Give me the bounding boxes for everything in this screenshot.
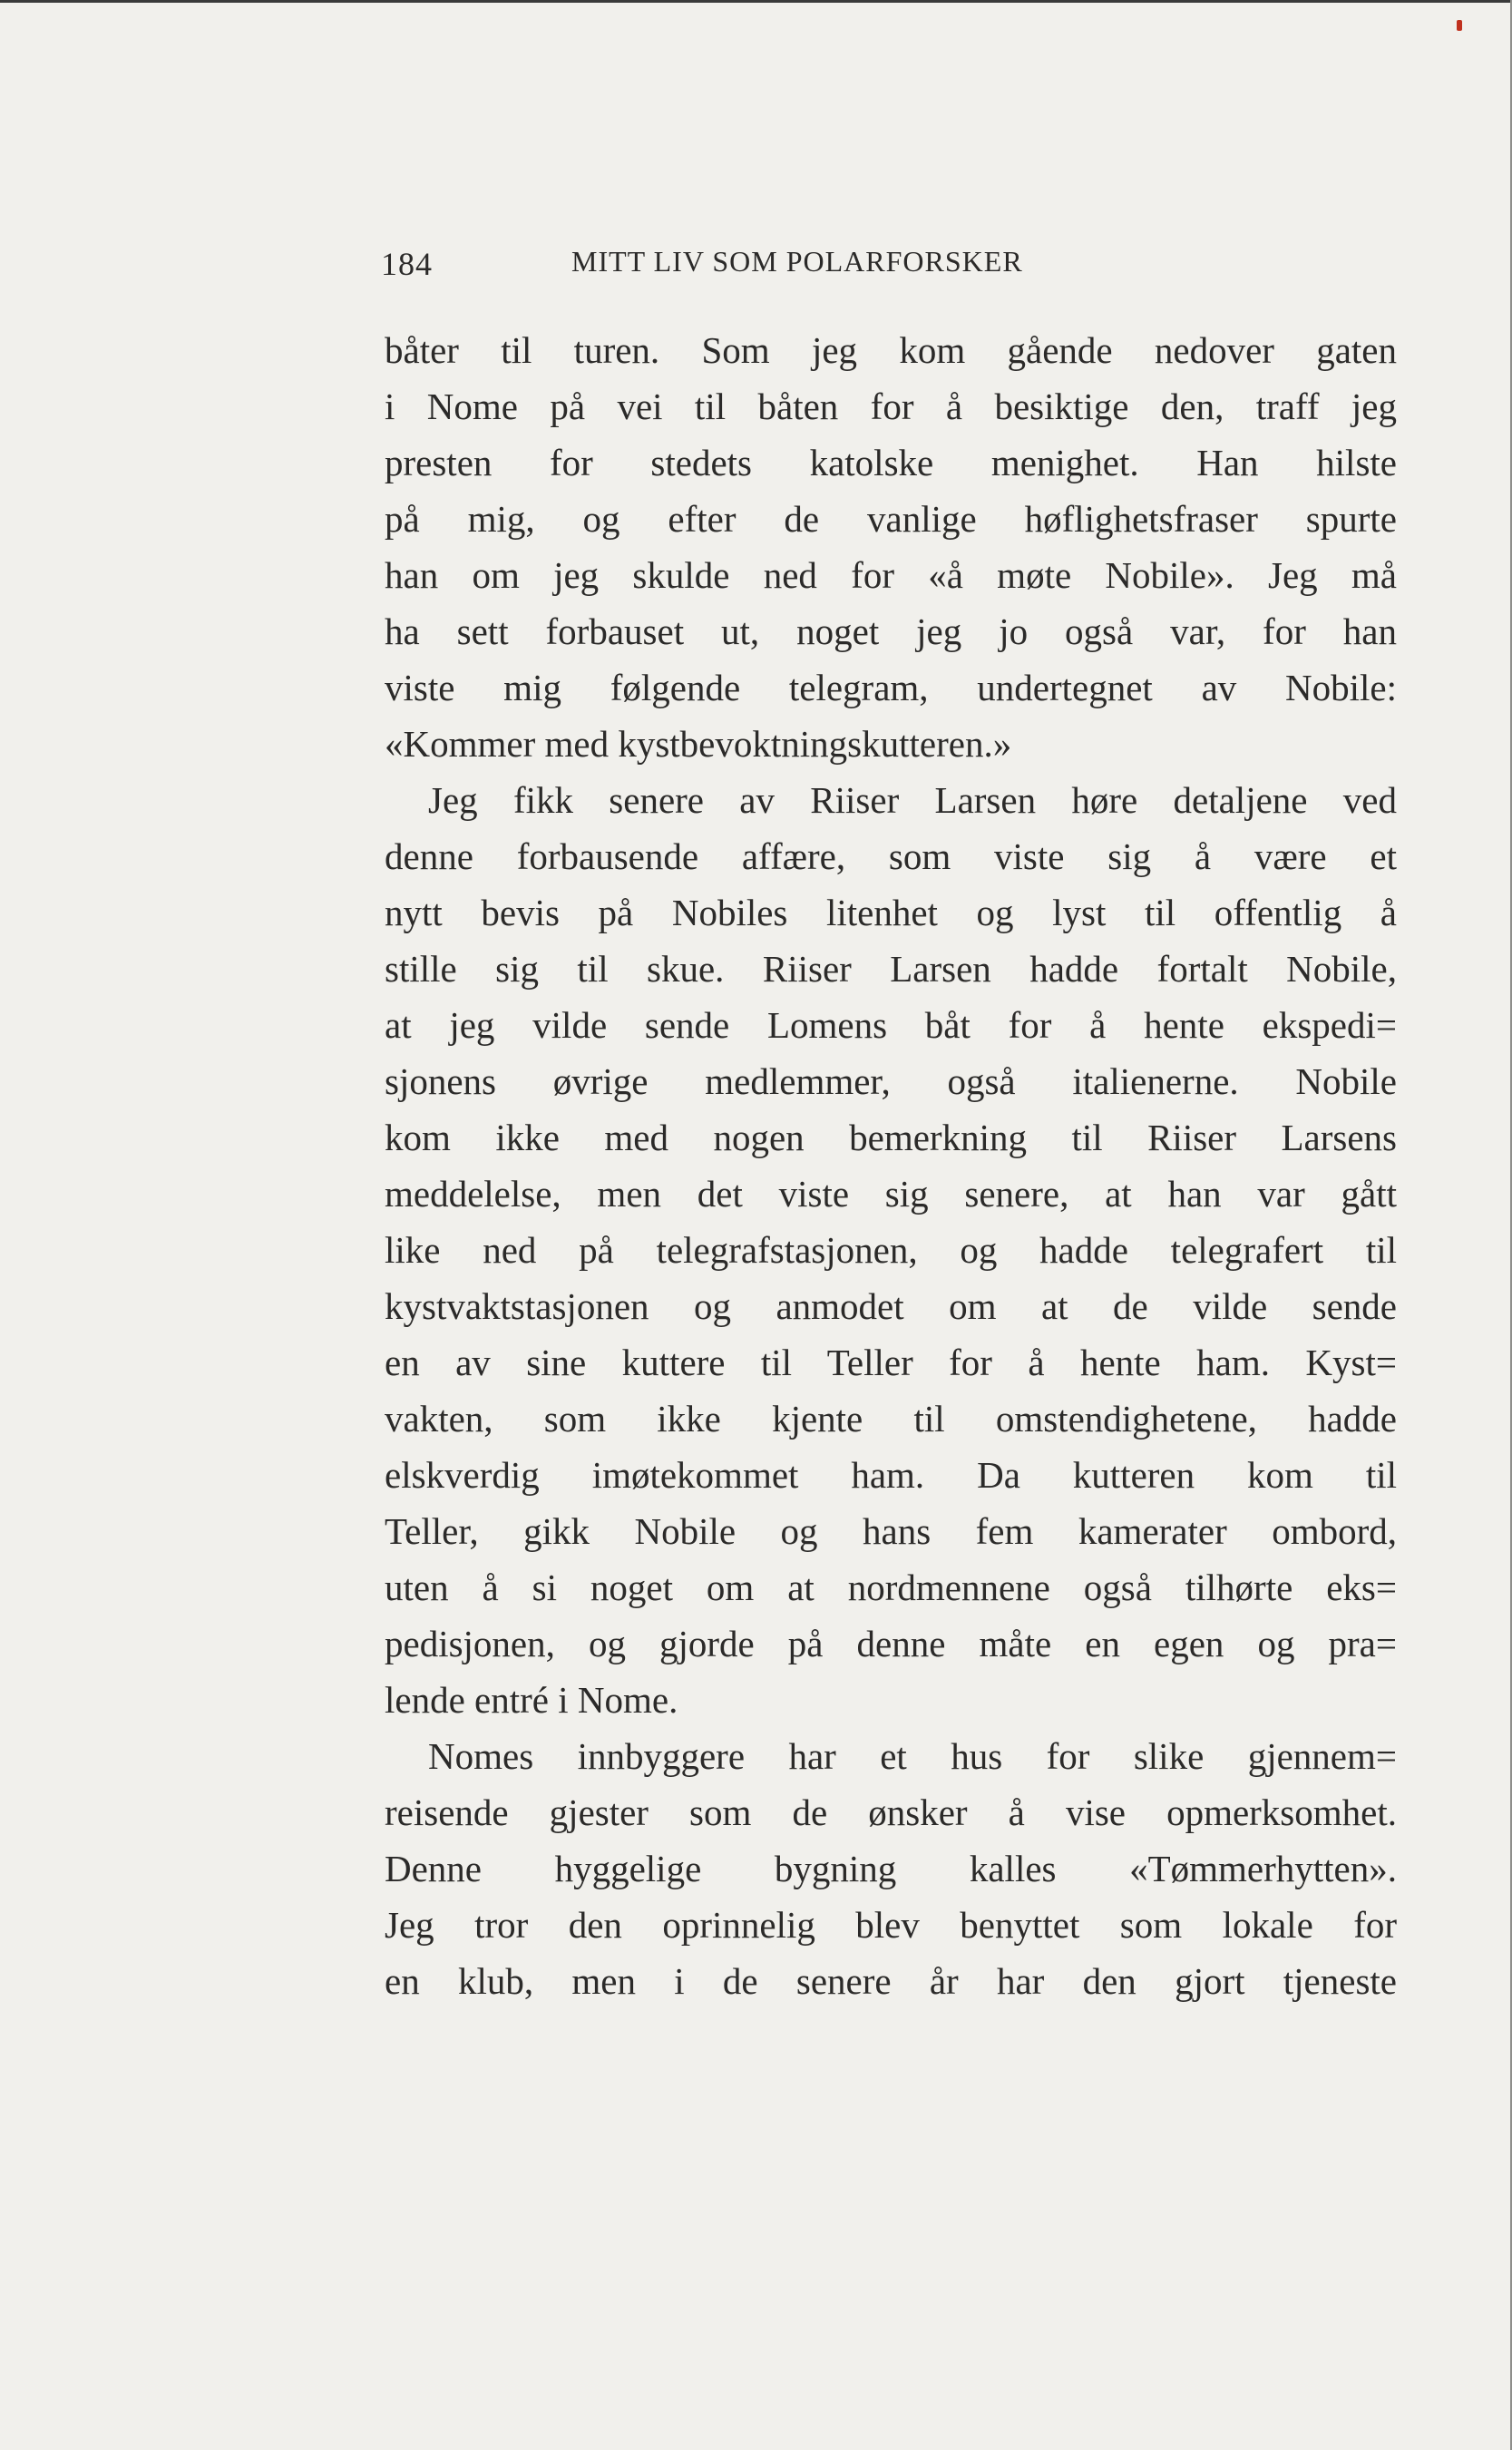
scan-mark xyxy=(1457,20,1462,31)
text-line: ha sett forbauset ut, noget jeg jo også var, for han xyxy=(385,610,1397,652)
text-line: Denne hyggelige bygning kalles «Tømmerhytten». xyxy=(385,1848,1397,1889)
running-title: MITT LIV SOM POLARFORSKER xyxy=(571,245,1023,278)
text-line: viste mig følgende telegram, undertegnet av Nobile: xyxy=(385,667,1397,708)
text-line: denne forbausende affære, som viste sig å være et xyxy=(385,835,1397,877)
text-line: kystvaktstasjonen og anmodet om at de vilde sende xyxy=(385,1285,1397,1327)
text-line: reisende gjester som de ønsker å vise opmerksomhet. xyxy=(385,1791,1397,1833)
text-line: på mig, og efter de vanlige høflighetsfraser spurte xyxy=(385,498,1397,540)
text-line: nytt bevis på Nobiles litenhet og lyst til offentlig å xyxy=(385,892,1397,933)
text-line: vakten, som ikke kjente til omstendighetene, hadde xyxy=(385,1398,1397,1440)
text-line: han om jeg skulde ned for «å møte Nobile». Jeg må xyxy=(385,554,1397,596)
text-line: elskverdig imøtekommet ham. Da kutteren kom til xyxy=(385,1454,1397,1496)
text-line: presten for stedets katolske menighet. Han hilste xyxy=(385,442,1397,483)
page-number: 184 xyxy=(381,246,433,282)
text-line: «Kommer med kystbevoktningskutteren.» xyxy=(385,723,1012,765)
text-line: meddelelse, men det viste sig senere, at han var gått xyxy=(385,1173,1397,1215)
text-line: Jeg tror den oprinnelig blev benyttet som lokale for xyxy=(385,1904,1397,1946)
text-line: pedisjonen, og gjorde på denne måte en egen og pra= xyxy=(385,1623,1397,1664)
text-line: en klub, men i de senere år har den gjort tjeneste xyxy=(385,1960,1397,2002)
running-head xyxy=(381,238,1161,292)
text-line: båter til turen. Som jeg kom gående nedover gaten xyxy=(385,329,1397,371)
text-line: en av sine kuttere til Teller for å hente ham. Kyst= xyxy=(385,1342,1397,1383)
text-line: Teller, gikk Nobile og hans fem kamerater ombord, xyxy=(385,1510,1397,1552)
text-line: lende entré i Nome. xyxy=(385,1679,678,1721)
text-line: Nomes innbyggere har et hus for slike gjennem= xyxy=(428,1735,1397,1777)
text-line: like ned på telegrafstasjonen, og hadde telegrafert til xyxy=(385,1229,1397,1271)
text-line: Jeg fikk senere av Riiser Larsen høre detaljene ved xyxy=(428,779,1397,821)
text-line: kom ikke med nogen bemerkning til Riiser Larsens xyxy=(385,1117,1397,1158)
text-line: stille sig til skue. Riiser Larsen hadde fortalt Nobile, xyxy=(385,948,1397,990)
body-text xyxy=(385,322,1397,2009)
text-line: i Nome på vei til båten for å besiktige den, traff jeg xyxy=(385,386,1397,427)
text-line: uten å si noget om at nordmennene også tilhørte eks= xyxy=(385,1567,1397,1608)
page-top-edge xyxy=(0,0,1512,3)
text-line: sjonens øvrige medlemmer, også italienerne. Nobile xyxy=(385,1060,1397,1102)
text-line: at jeg vilde sende Lomens båt for å hente ekspedi= xyxy=(385,1004,1397,1046)
